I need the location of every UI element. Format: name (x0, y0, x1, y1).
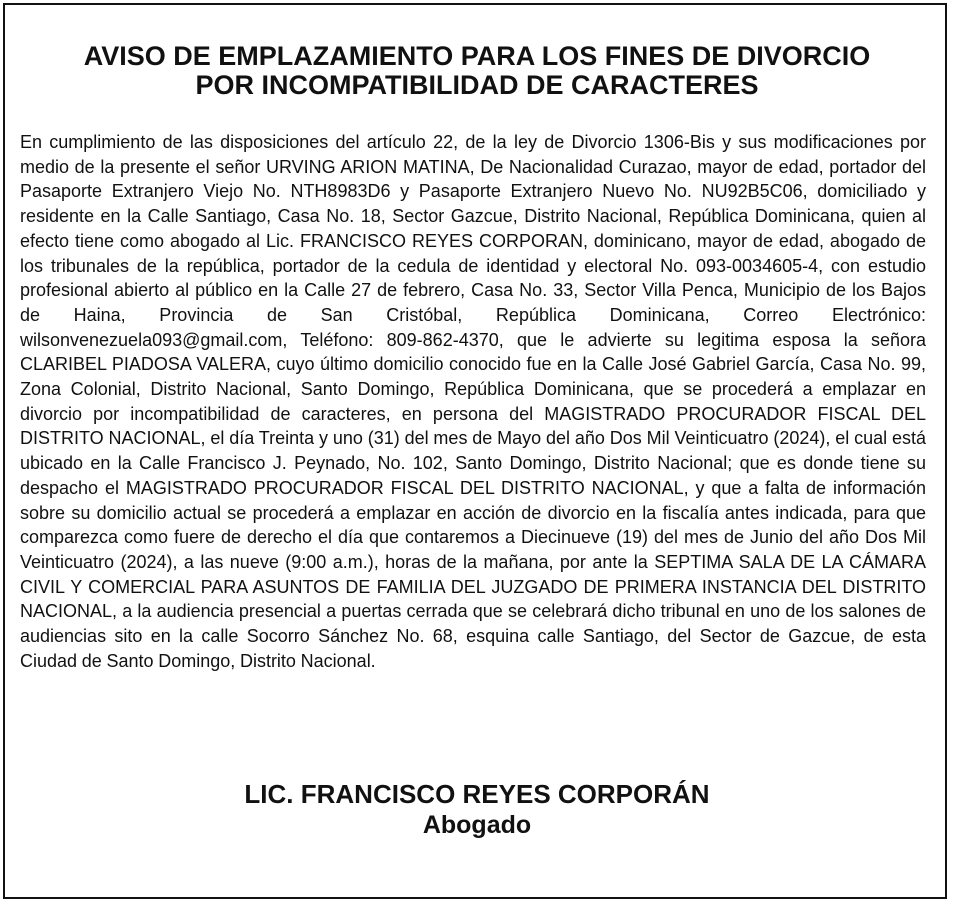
signature-role: Abogado (422, 811, 532, 839)
notice-title (0, 42, 954, 100)
notice-title-line-2: POR INCOMPATIBILIDAD DE CARACTERES (195, 70, 759, 100)
signature-name: LIC. FRANCISCO REYES CORPORÁN (244, 779, 710, 809)
notice-body: En cumplimiento de las disposiciones del artículo 22, de la ley de Divorcio 1306-Bis y sus modificaciones por medio de la presente el señor URVING ARION MATINA, De Nacionalidad Curazao, mayor de edad, portador del Pasaporte Extranjero Viejo No. NTH8983D6 y Pasaporte Extranjero Nuevo No. NU92B5C06, domiciliado y residente en la Calle Santiago, Casa No. 18, Sector Gazcue, Distrito Nacional, República Dominicana, quien al efecto tiene como abogado al Lic. FRANCISCO REYES CORPORAN, dominicano, mayor de edad, abogado de los tribunales de la república, portador de la cedula de identidad y electoral No. 093-0034605-4, con estudio profesional abierto al público en la Calle 27 de febrero, Casa No. 33, Sector Villa Penca, Municipio de los Bajos de Haina, Provincia de San Cristóbal, República Dominicana, Correo Electrónico: wilsonvenezuela093@gmail.com, Teléfono: 809-862-4370, que le advierte su legitima esposa la señora CLARIBEL PIADOSA VALERA, cuyo último domicilio conocido fue en la Calle José Gabriel García, Casa No. 99, Zona Colonial, Distrito Nacional, Santo Domingo, República Dominicana, que se procederá a emplazar en divorcio por incompatibilidad de caracteres, en persona del MAGISTRADO PROCURADOR FISCAL DEL DISTRITO NACIONAL, el día Treinta y uno (31) del mes de Mayo del año Dos Mil Veinticuatro (2024), el cual está ubicado en la Calle Francisco J. Peynado, No. 102, Santo Domingo, Distrito Nacional; que es donde tiene su despacho el MAGISTRADO PROCURADOR FISCAL DEL DISTRITO NACIONAL, y que a falta de información sobre su domicilio actual se procederá a emplazar en acción de divorcio en la fiscalía antes indicada, para que comparezca como fuere de derecho el día que contaremos a Diecinueve (19) del mes de Junio del año Dos Mil Veinticuatro (2024), a las nueve (9:00 a.m.), horas de la mañana, por ante la SEPTIMA SALA DE LA CÁMARA CIVIL Y COMERCIAL PARA ASUNTOS DE FAMILIA DEL JUZGADO DE PRIMERA INSTANCIA DEL DISTRITO NACIONAL, a la audiencia presencial a puertas cerrada que se celebrará dicho tribunal en uno de los salones de audiencias sito en la calle Socorro Sánchez No. 68, esquina calle Santiago, del Sector de Gazcue, de esta Ciudad de Santo Domingo, Distrito Nacional. (20, 132, 926, 671)
notice-title-line-1: AVISO DE EMPLAZAMIENTO PARA LOS FINES DE DIVORCIO (83, 41, 871, 71)
